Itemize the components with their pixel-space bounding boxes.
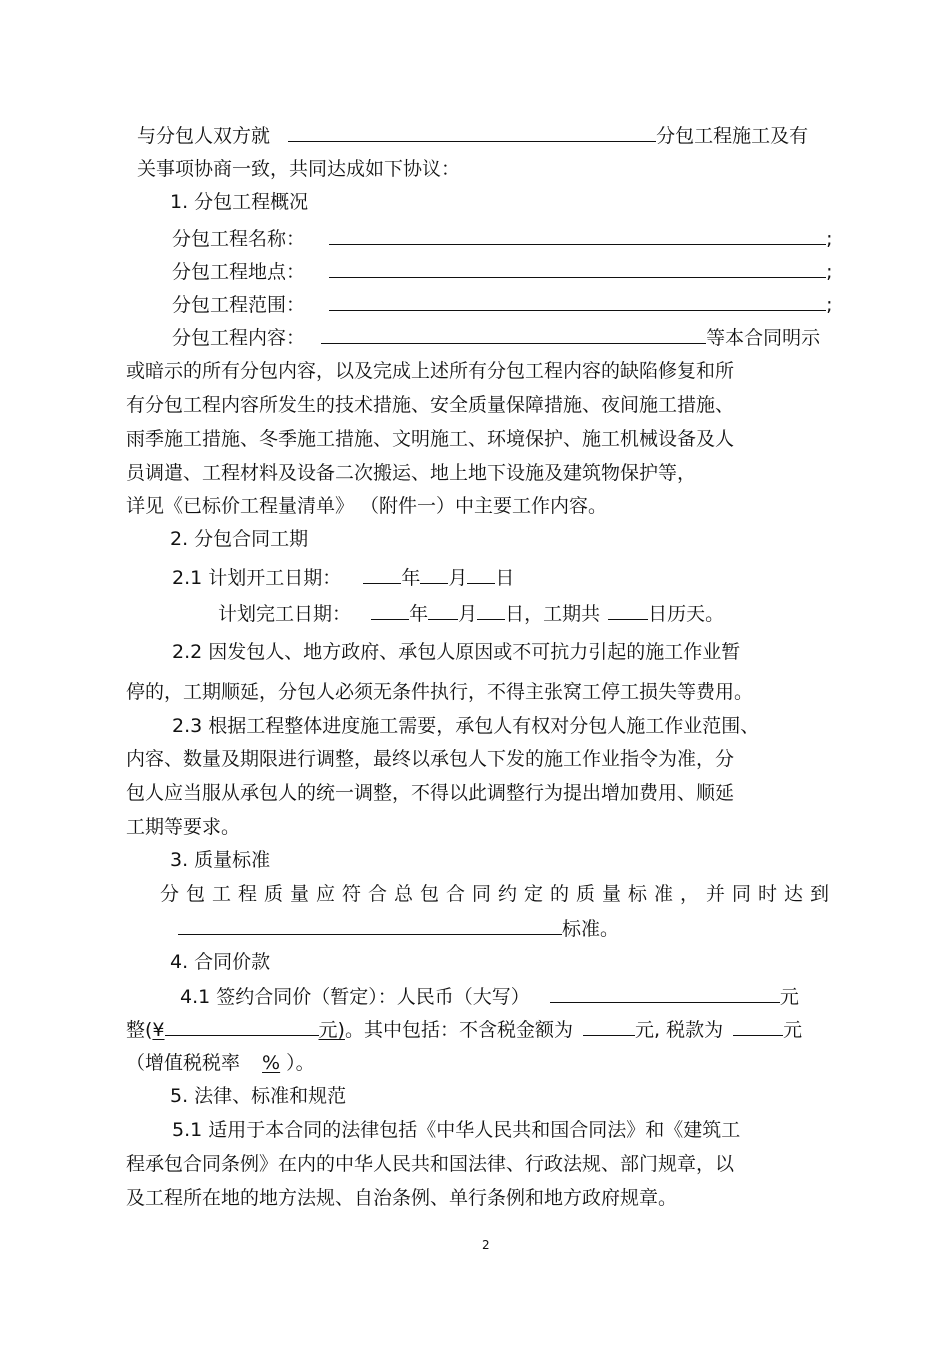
blank-tax-amount (733, 1017, 783, 1036)
section-1-heading: 1. 分包工程概况 (170, 191, 309, 213)
blank-amount-excluding-tax (583, 1017, 635, 1036)
price-breakdown-row: 整(¥ 元)。其中包括：不含税金额为 元, 税款为 元 (126, 1019, 803, 1041)
content-para-line: 员调遣、工程材料及设备二次搬运、地上地下设施及建筑物保护等， (126, 462, 697, 484)
blank-vat-rate: % (262, 1052, 281, 1074)
content-para-line: 详见《已标价工程量清单》 （附件一）中主要工作内容。 (126, 495, 608, 517)
clause-5-1-line: 及工程所在地的地方法规、自治条例、单行条例和地方政府规章。 (126, 1187, 678, 1209)
blank-end-month (428, 601, 458, 620)
clause-5-1-line: 程承包合同条例》在内的中华人民共和国法律、行政法规、部门规章，以 (126, 1153, 735, 1175)
blank-end-year (371, 601, 409, 620)
vat-rate-row: （增值税税率 % ）。 (126, 1052, 315, 1074)
intro-line-2: 关事项协商一致，共同达成如下协议： (137, 158, 461, 180)
blank-project-location (329, 259, 826, 278)
section-3-heading: 3. 质量标准 (170, 849, 271, 871)
clause-2-2-line: 2.2 因发包人、地方政府、承包人原因或不可抗力引起的施工作业暂 (172, 641, 741, 663)
clause-2-2-line: 停的，工期顺延，分包人必须无条件执行，不得主张窝工停工损失等费用。 (126, 681, 754, 703)
clause-5-1-line: 5.1 适用于本合同的法律包括《中华人民共和国合同法》和《建筑工 (172, 1119, 741, 1141)
clause-2-3-line: 内容、数量及期限进行调整，最终以承包人下发的施工作业指令为准，分 (126, 748, 735, 770)
blank-quality-standard (178, 916, 562, 935)
content-para-line: 或暗示的所有分包内容，以及完成上述所有分包工程内容的缺陷修复和所 (126, 360, 735, 382)
quality-standard-line: 分包工程质量应符合总包合同约定的质量标准，并同时达到 (160, 883, 837, 905)
blank-start-year (363, 565, 401, 584)
contract-price-row: 4.1 签约合同价（暂定）：人民币（大写） 元 (180, 986, 799, 1008)
section-2-heading: 2. 分包合同工期 (170, 528, 309, 550)
planned-end-date-row: 计划完工日期： 年 月 日，工期共 日历天。 (218, 603, 725, 625)
blank-project-name (329, 226, 826, 245)
blank-price-in-figures (165, 1017, 319, 1036)
intro-line-1: 与分包人双方就 分包工程施工及有 (137, 125, 809, 147)
content-para-line: 雨季施工措施、冬季施工措施、文明施工、环境保护、施工机械设备及人 (126, 428, 735, 450)
clause-2-3-line: 包人应当服从承包人的统一调整，不得以此调整行为提出增加费用、顺延 (126, 782, 735, 804)
clause-2-3-line: 工期等要求。 (126, 816, 241, 838)
blank-project-scope (329, 292, 826, 311)
blank-duration-days (608, 601, 648, 620)
blank-project-content (321, 325, 706, 344)
clause-2-3-line: 2.3 根据工程整体进度施工需要，承包人有权对分包人施工作业范围、 (172, 715, 760, 737)
project-name-row: 分包工程名称： ; (172, 228, 833, 250)
content-para-line: 有分包工程内容所发生的技术措施、安全质量保障措施、夜间施工措施、 (126, 394, 735, 416)
project-scope-row: 分包工程范围： ; (172, 294, 833, 316)
section-4-heading: 4. 合同价款 (170, 951, 271, 973)
project-location-row: 分包工程地点： ; (172, 261, 833, 283)
blank-price-in-words (550, 984, 780, 1003)
planned-start-date-row: 2.1 计划开工日期： 年 月 日 (172, 567, 515, 589)
blank-end-day (477, 601, 505, 620)
page-number: 2 (482, 1238, 490, 1252)
blank-start-day (467, 565, 495, 584)
section-5-heading: 5. 法律、标准和规范 (170, 1085, 347, 1107)
blank-subcontract-project (288, 123, 656, 142)
quality-standard-line-2: 标准。 (178, 916, 619, 941)
blank-start-month (420, 565, 448, 584)
project-content-row: 分包工程内容： 等本合同明示 (172, 327, 821, 349)
